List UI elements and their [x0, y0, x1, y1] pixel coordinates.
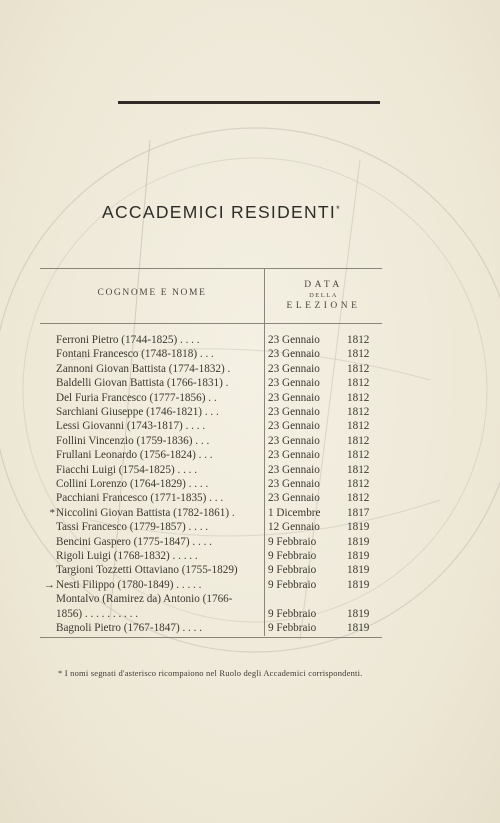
election-year: 1819 — [347, 535, 370, 548]
member-name: Bencini Gaspero (1775-1847) . . . . — [56, 535, 212, 548]
member-name: Ferroni Pietro (1744-1825) . . . . — [56, 334, 200, 346]
election-date: 23 Gennaio — [268, 463, 320, 476]
member-name: Fontani Francesco (1748-1818) . . . — [56, 348, 214, 361]
election-date: 23 Gennaio — [268, 334, 320, 346]
member-name: Nesti Filippo (1780-1849) . . . . . — [56, 578, 202, 591]
election-date: 9 Febbraio — [268, 564, 317, 577]
election-year: 1819 — [347, 622, 370, 634]
member-name: Sarchiani Giuseppe (1746-1821) . . . — [56, 406, 219, 418]
page-title-text: ACCADEMICI RESIDENTI — [102, 202, 337, 222]
election-date: 9 Febbraio — [268, 535, 317, 548]
election-date: 12 Gennaio — [268, 521, 320, 534]
member-name: Niccolini Giovan Battista (1782-1861) . — [56, 506, 235, 519]
election-date: 23 Gennaio — [268, 362, 320, 375]
member-name: Frullani Leonardo (1756-1824) . . . — [56, 449, 213, 462]
member-name: Collini Lorenzo (1764-1829) . . . . — [56, 478, 209, 490]
election-year: 1812 — [347, 449, 370, 462]
member-name: Baldelli Giovan Battista (1766-1831) . — [56, 377, 229, 390]
member-name: Pacchiani Francesco (1771-1835) . . . — [56, 492, 224, 505]
election-date: 9 Febbraio — [268, 622, 317, 634]
election-year: 1812 — [347, 391, 370, 404]
election-date: 9 Febbraio — [268, 578, 317, 591]
title-footnote-mark: * — [336, 204, 340, 214]
member-name: Rigoli Luigi (1768-1832) . . . . . — [56, 550, 198, 562]
election-date: 23 Gennaio — [268, 449, 320, 462]
election-year: 1812 — [347, 334, 370, 346]
election-year: 1819 — [347, 564, 370, 577]
member-name: Bagnoli Pietro (1767-1847) . . . . — [56, 622, 203, 634]
election-year: 1812 — [347, 348, 370, 361]
election-year: 1812 — [347, 377, 370, 390]
member-name: Montalvo (Ramirez da) Antonio (1766- — [56, 593, 233, 606]
election-date: 23 Gennaio — [268, 478, 320, 490]
election-year: 1812 — [347, 463, 370, 476]
column-header-date-line3: ELEZIONE — [286, 301, 361, 311]
member-name: 1856) . . . . . . . . . . — [56, 607, 139, 620]
member-name: Targioni Tozzetti Ottaviano (1755-1829) — [56, 564, 238, 577]
election-year: 1812 — [347, 420, 370, 433]
member-name: Zannoni Giovan Battista (1774-1832) . — [56, 362, 231, 375]
footnote: * I nomi segnati d'asterisco ricompaiono nel Ruolo degli Accademici corrispondenti. — [58, 668, 363, 678]
election-year: 1819 — [347, 607, 370, 620]
column-header-date-line1: DATA — [304, 280, 343, 290]
row-marker: → — [44, 578, 55, 591]
election-date: 23 Gennaio — [268, 420, 320, 433]
election-date: 23 Gennaio — [268, 406, 320, 418]
member-name: Fiacchi Luigi (1754-1825) . . . . — [56, 463, 198, 476]
election-date: 9 Febbraio — [268, 550, 317, 562]
column-header-name: COGNOME E NOME — [97, 288, 207, 298]
member-name: Tassi Francesco (1779-1857) . . . . — [56, 521, 209, 534]
election-date: 9 Febbraio — [268, 607, 317, 620]
election-year: 1812 — [347, 492, 370, 505]
election-date: 23 Gennaio — [268, 348, 320, 361]
row-marker: * — [49, 506, 55, 519]
member-name: Lessi Giovanni (1743-1817) . . . . — [56, 420, 206, 433]
member-name: Del Furia Francesco (1777-1856) . . — [56, 391, 217, 404]
election-year: 1819 — [347, 521, 370, 534]
member-name: Follini Vincenzio (1759-1836) . . . — [56, 434, 210, 447]
election-year: 1812 — [347, 478, 370, 490]
column-header-date-line2: DELLA — [309, 292, 338, 299]
election-date: 23 Gennaio — [268, 492, 320, 505]
election-date: 23 Gennaio — [268, 434, 320, 447]
election-date: 23 Gennaio — [268, 377, 320, 390]
election-year: 1819 — [347, 578, 370, 591]
election-year: 1812 — [347, 406, 370, 418]
election-year: 1812 — [347, 362, 370, 375]
election-year: 1817 — [347, 506, 370, 519]
election-year: 1812 — [347, 434, 370, 447]
election-date: 1 Dicembre — [268, 506, 321, 519]
election-date: 23 Gennaio — [268, 391, 320, 404]
election-year: 1819 — [347, 550, 370, 562]
